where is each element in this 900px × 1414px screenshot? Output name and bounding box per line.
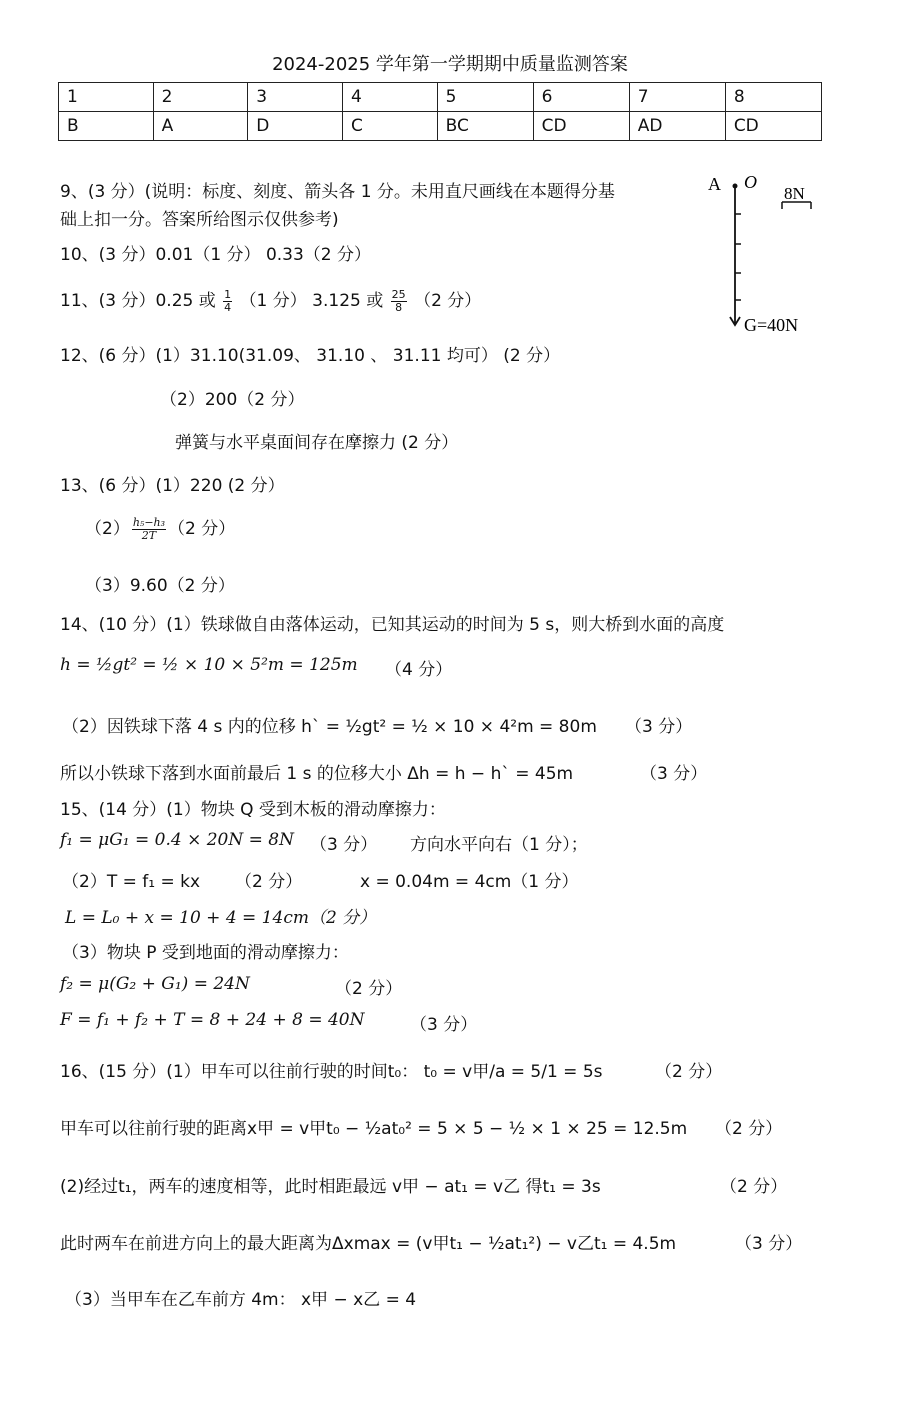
q9-line2: 础上扣一分。答案所给图示仅供参考): [60, 210, 339, 230]
table-cell: CD: [725, 112, 821, 141]
q15-score1: （3 分）: [310, 835, 378, 855]
q11: [60, 286, 481, 314]
q15-formula3: x = 0.04m = 4cm（1 分）: [360, 872, 579, 892]
answer-table-number-row: [59, 83, 822, 112]
denominator: 2T: [141, 528, 157, 542]
q13-part3: （3）9.60（2 分）: [85, 576, 235, 596]
numerator: 1: [224, 287, 232, 301]
q12-part3: 弹簧与水平桌面间存在摩擦力 (2 分）: [175, 433, 459, 453]
q15-score2: （2 分）: [235, 872, 303, 892]
q15-formula4: L = L₀ + x = 10 + 4 = 14cm（2 分）: [65, 908, 377, 928]
page-title: 2024-2025 学年第一学期期中质量监测答案: [272, 54, 628, 75]
q16-line2: 甲车可以往前行驶的距离x甲 = v甲t₀ − ½at₀² = 5 × 5 − ½ × 1 × 25 = 12.5m: [60, 1119, 688, 1139]
q15-formula5: f₂ = μ(G₂ + G₁) = 24N: [60, 974, 250, 994]
table-cell: 4: [343, 83, 438, 112]
fraction: [223, 289, 232, 314]
table-cell: 1: [59, 83, 154, 112]
q16-score1: （2 分）: [655, 1062, 723, 1082]
q14-formula1: h = ½gt² = ½ × 10 × 5²m = 125m: [60, 655, 358, 675]
answer-table-answer-row: [59, 112, 822, 141]
q14-score3: （3 分）: [640, 764, 708, 784]
q9-line1: 9、(3 分）(说明：标度、刻度、箭头各 1 分。未用直尺画线在本题得分基: [60, 182, 615, 202]
q13-score: （2 分）: [168, 519, 236, 539]
q16-line3: (2)经过t₁，两车的速度相等，此时相距最远 v甲 − at₁ = v乙 得t₁ = 3s: [60, 1177, 601, 1197]
denominator: 4: [224, 300, 232, 314]
fraction: [132, 517, 166, 542]
q16-line1: 16、(15 分）(1）甲车可以往前行驶的时间t₀： t₀ = v甲/a = 5/1 = 5s: [60, 1062, 603, 1082]
q13-part2: [85, 514, 235, 542]
q11-part1: 11、(3 分）0.25 或: [60, 291, 216, 311]
table-cell: 3: [248, 83, 343, 112]
q11-part2: （1 分） 3.125 或: [239, 291, 384, 311]
q16-score4: （3 分）: [735, 1234, 803, 1254]
q14-score1: （4 分）: [385, 660, 453, 680]
table-cell: B: [59, 112, 154, 141]
q16-score3: （2 分）: [720, 1177, 788, 1197]
denominator: 8: [395, 300, 403, 314]
q16-line5: （3）当甲车在乙车前方 4m： x甲 − x乙 = 4: [65, 1290, 417, 1310]
q15-line1: 15、(14 分）(1）物块 Q 受到木板的滑动摩擦力：: [60, 800, 446, 820]
force-diagram: [700, 168, 830, 340]
q15-line2: （3）物块 P 受到地面的滑动摩擦力：: [62, 943, 349, 963]
table-cell: 5: [437, 83, 533, 112]
q12-part1: 12、(6 分）(1）31.10(31.09、 31.10 、 31.11 均可） (2 分）: [60, 346, 561, 366]
numerator: h₅−h₃: [132, 515, 166, 529]
table-cell: 7: [629, 83, 725, 112]
q14-line1: 14、(10 分）(1）铁球做自由落体运动，已知其运动的时间为 5 s，则大桥到水面的高度: [60, 615, 725, 635]
q10: 10、(3 分）0.01（1 分） 0.33（2 分）: [60, 245, 372, 265]
q11-part3: （2 分）: [414, 291, 482, 311]
answer-table: [58, 82, 822, 141]
q14-line3: 所以小铁球下落到水面前最后 1 s 的位移大小 Δh = h − h` = 45m: [60, 764, 574, 784]
table-cell: 8: [725, 83, 821, 112]
q15-score5: （2 分）: [335, 979, 403, 999]
table-cell: AD: [629, 112, 725, 141]
table-cell: C: [343, 112, 438, 141]
table-cell: 6: [533, 83, 629, 112]
table-cell: CD: [533, 112, 629, 141]
q13-label: （2）: [85, 519, 130, 539]
table-cell: A: [153, 112, 248, 141]
q15-formula2: （2）T = f₁ = kx: [62, 872, 201, 892]
numerator: 25: [391, 287, 406, 301]
q14-line2: （2）因铁球下落 4 s 内的位移 h` = ½gt² = ½ × 10 × 4²m = 80m: [62, 717, 597, 737]
table-cell: 2: [153, 83, 248, 112]
q15-score6: （3 分）: [410, 1015, 478, 1035]
scale-label: 8N: [784, 184, 805, 203]
q15-formula1: f₁ = μG₁ = 0.4 × 20N = 8N: [60, 830, 294, 850]
q14-score2: （3 分）: [625, 717, 693, 737]
q13-part1: 13、(6 分）(1）220 (2 分）: [60, 476, 285, 496]
q15-direction: 方向水平向右（1 分）；: [410, 835, 588, 855]
table-cell: D: [248, 112, 343, 141]
q16-line4: 此时两车在前进方向上的最大距离为Δxmax = (v甲t₁ − ½at₁²) − v乙t₁ = 4.5m: [60, 1234, 677, 1254]
q15-formula6: F = f₁ + f₂ + T = 8 + 24 + 8 = 40N: [60, 1010, 365, 1030]
q16-score2: （2 分）: [715, 1119, 783, 1139]
fraction: [391, 289, 407, 314]
origin-label: O: [744, 172, 757, 192]
force-label: G=40N: [744, 315, 799, 335]
point-label: A: [708, 174, 721, 194]
q12-part2: （2）200（2 分）: [160, 390, 305, 410]
table-cell: BC: [437, 112, 533, 141]
